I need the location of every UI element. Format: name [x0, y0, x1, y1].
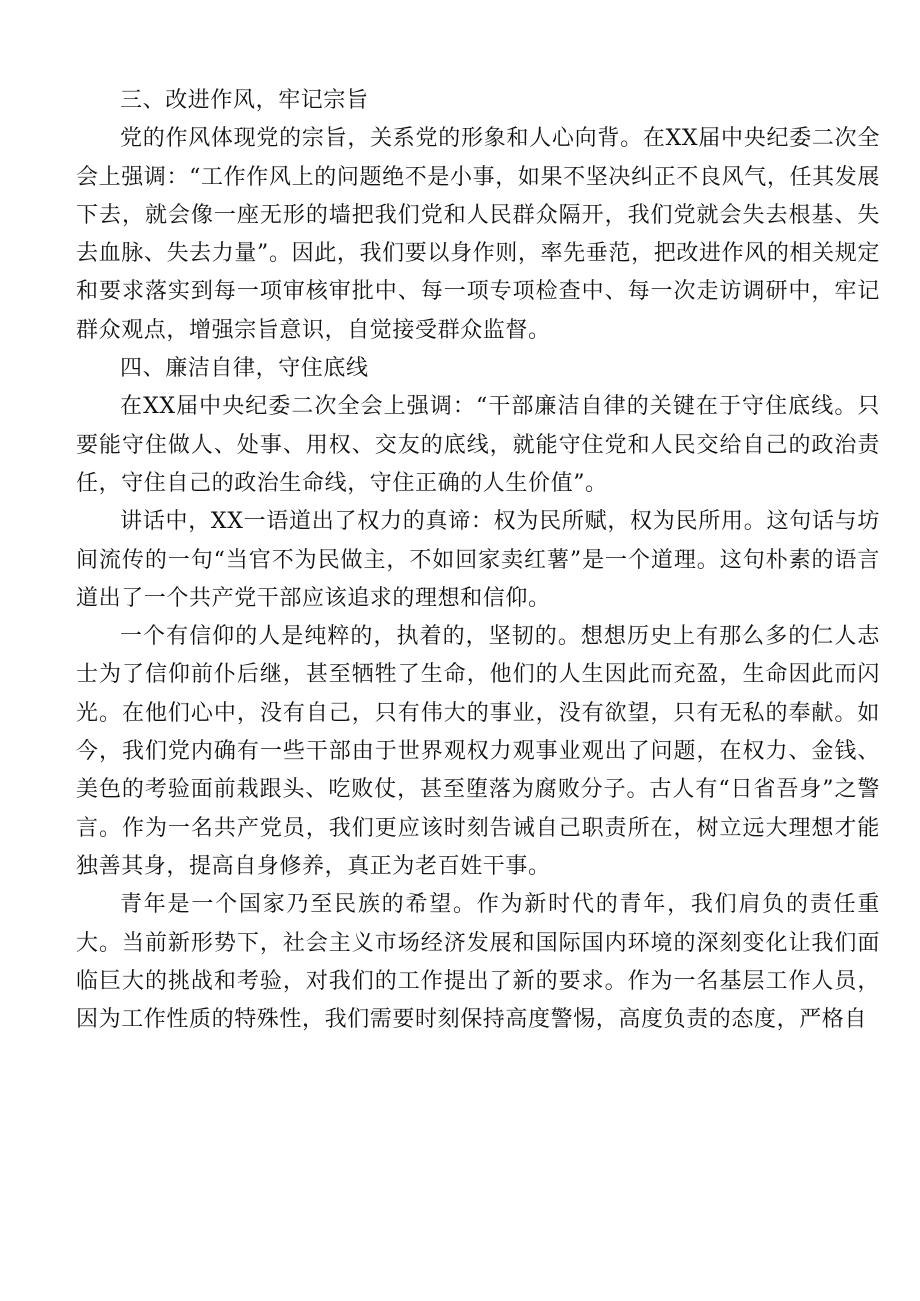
body-paragraph: 党的作风体现党的宗旨，关系党的形象和人心向背。在XX届中央纪委二次全会上强调：“工作作风上的问题绝不是小事，如果不坚决纠正不良风气，任其发展下去，就会像一座无形的墙把我们党和人民群众隔开，我们党就会失去根基、失去血脉、失去力量”。因此，我们要以身作则，率先垂范，把改进作风的相关规定和要求落实到每一项审核审批中、每一项专项检查中、每一次走访调研中，牢记群众观点，增强宗旨意识，自觉接受群众监督。: [76, 126, 880, 343]
body-paragraph: 讲话中，XX一语道出了权力的真谛：权为民所赋，权为民所用。这句话与坊间流传的一句“当官不为民做主，不如回家卖红薯”是一个道理。这句朴素的语言道出了一个共产党干部应该追求的理想和信仰。: [76, 509, 880, 611]
body-paragraph: 在XX届中央纪委二次全会上强调：“干部廉洁自律的关键在于守住底线。只要能守住做人、处事、用权、交友的底线，就能守住党和人民交给自己的政治责任，守住自己的政治生命线，守住正确的人生价值”。: [76, 394, 880, 496]
section-heading-improve-style: 三、改进作风，牢记宗旨: [120, 88, 369, 113]
section-heading-integrity: 四、廉洁自律，守住底线: [120, 356, 369, 382]
body-paragraph: 一个有信仰的人是纯粹的，执着的，坚韧的。想想历史上有那么多的仁人志士为了信仰前仆后继，甚至牺牲了生命，他们的人生因此而充盈，生命因此而闪光。在他们心中，没有自己，只有伟大的事业，没有欲望，只有无私的奉献。如今，我们党内确有一些干部由于世界观权力观事业观出了问题，在权力、金钱、美色的考验面前栽跟头、吃败仗，甚至堕落为腐败分子。古人有“日省吾身”之警言。作为一名共产党员，我们更应该时刻告诫自己职责所在，树立远大理想才能独善其身，提高自身修养，真正为老百姓干事。: [76, 624, 880, 879]
body-paragraph: 青年是一个国家乃至民族的希望。作为新时代的青年，我们肩负的责任重大。当前新形势下，社会主义市场经济发展和国际国内环境的深刻变化让我们面临巨大的挑战和考验，对我们的工作提出了新的要求。作为一名基层工作人员，因为工作性质的特殊性，我们需要时刻保持高度警惕，高度负责的态度，严格自: [76, 892, 880, 1033]
